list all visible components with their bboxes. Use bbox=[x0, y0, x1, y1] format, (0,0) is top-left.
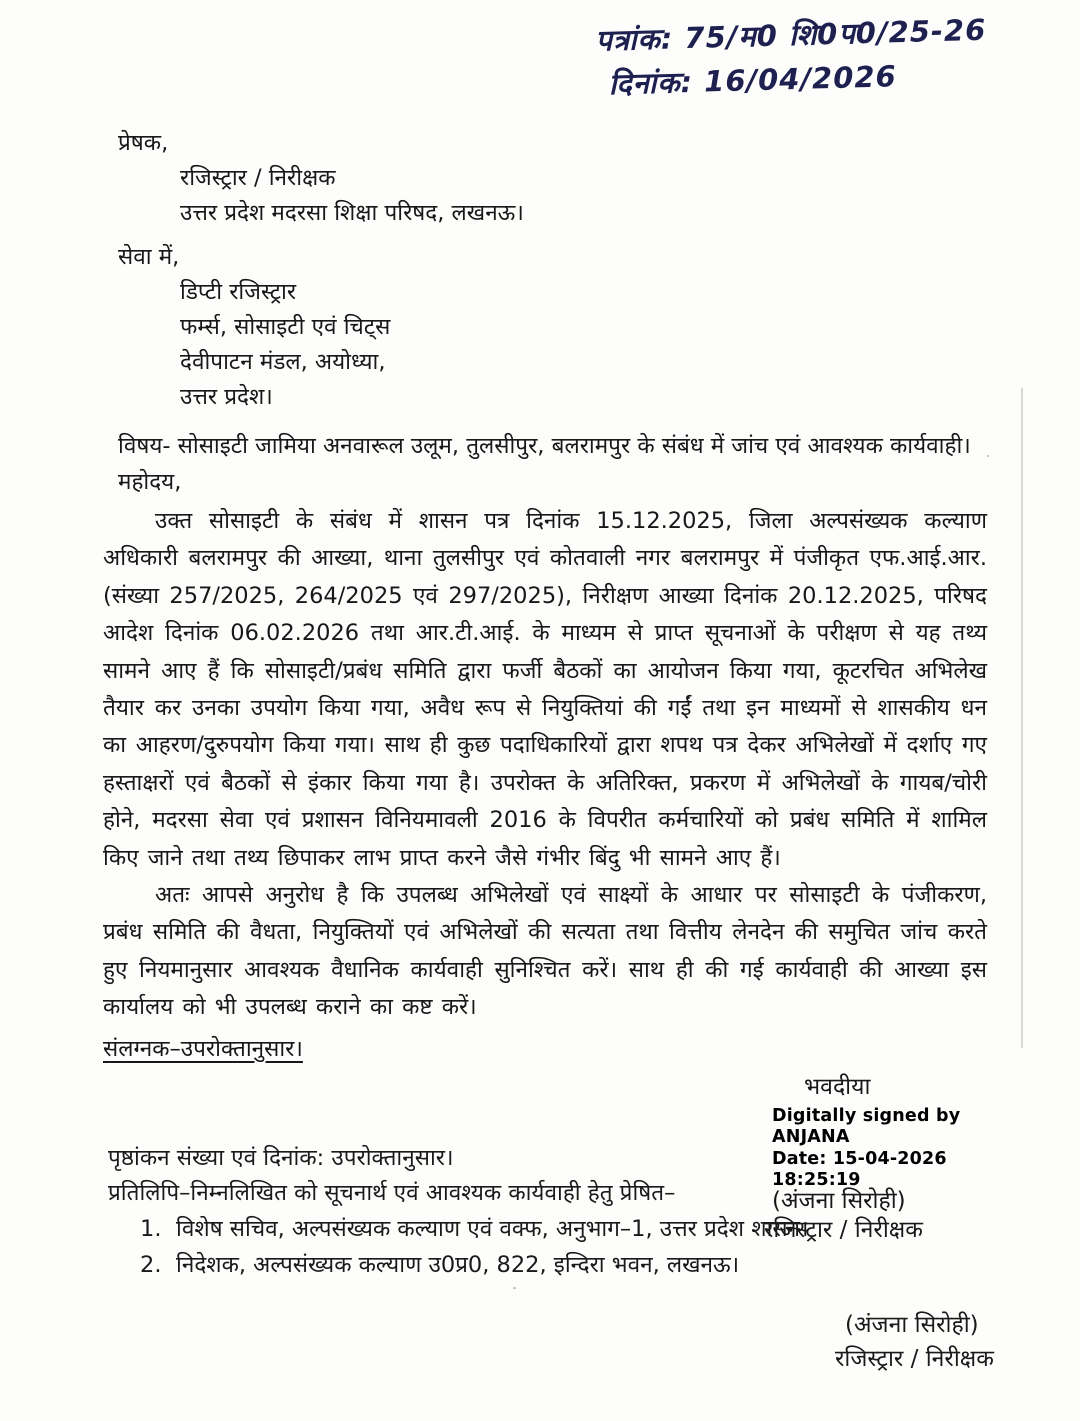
scan-speck bbox=[357, 562, 360, 565]
copy-item-1-text: विशेष सचिव, अल्पसंख्यक कल्याण एवं वक्फ, अनुभाग–1, उत्तर प्रदेश शासन। bbox=[176, 1216, 809, 1242]
bottom-signature-block bbox=[835, 1310, 994, 1375]
copy-item-2-number: 2. bbox=[140, 1252, 162, 1278]
scan-speck bbox=[513, 1287, 516, 1289]
closing-word: भवदीया bbox=[804, 1073, 871, 1100]
recipient-division: देवीपाटन मंडल, अयोध्या, bbox=[180, 349, 386, 375]
handwritten-ref-block bbox=[595, 5, 1067, 106]
recipient-state: उत्तर प्रदेश। bbox=[180, 384, 273, 410]
enclosure-line: संलग्नक–उपरोक्तानुसार। bbox=[103, 1035, 303, 1062]
bottom-signatory-designation: रजिस्ट्रार / निरीक्षक bbox=[835, 1346, 994, 1372]
scan-speck bbox=[987, 455, 989, 457]
signatory-name: (अंजना सिरोही) bbox=[772, 1187, 906, 1214]
digital-signature-line1: Digitally signed by bbox=[772, 1105, 961, 1126]
endorsement-block bbox=[108, 1141, 988, 1283]
bottom-signatory-name: (अंजना सिरोही) bbox=[845, 1312, 979, 1338]
paragraph-2: अतः आपसे अनुरोध है कि उपलब्ध अभिलेखों एवं साक्ष्यों के आधार पर सोसाइटी के पंजीकरण, प्रबंध समिति की वैधता, नियुक्तियों एवं अभिलेखों की सत्यता तथा वित्तीय लेनदेन की समुचित जांच करते हुए नियमानुसार आवश्यक वैधानिक कार्यवाही सुनिश्चित करें। साथ ही की गई कार्यवाही की आख्या इस कार्यालय को भी उपलब्ध कराने का कष्ट करें। bbox=[103, 882, 987, 1021]
salutation: महोदय, bbox=[118, 469, 182, 495]
subject-line: विषय- सोसाइटी जामिया अनवारूल उलूम, तुलसीपुर, बलरामपुर के संबंध में जांच एवं आवश्यक कार्यवाही। bbox=[118, 433, 971, 459]
digital-signature-line3: Date: 15-04-2026 bbox=[772, 1148, 947, 1169]
digital-signature-line2: ANJANA bbox=[772, 1127, 850, 1148]
copy-forwarded-line: प्रतिलिपि–निम्नलिखित को सूचनार्थ एवं आवश्यक कार्यवाही हेतु प्रेषित– bbox=[108, 1180, 676, 1206]
recipient-designation: डिप्टी रजिस्ट्रार bbox=[180, 279, 297, 305]
endorsement-number-line: पृष्ठांकन संख्या एवं दिनांक: उपरोक्तानुसार। bbox=[108, 1145, 454, 1171]
digital-signature-line4: 18:25:19 bbox=[772, 1170, 861, 1191]
sender-designation: रजिस्ट्रार / निरीक्षक bbox=[180, 165, 336, 191]
handwritten-ref-number: पत्रांक: 75/म0 शि0प0/25-26 bbox=[595, 12, 987, 58]
scan-edge-artifact bbox=[1021, 388, 1023, 1048]
recipient-block bbox=[103, 240, 987, 415]
sender-organization: उत्तर प्रदेश मदरसा शिक्षा परिषद, लखनऊ। bbox=[180, 200, 524, 226]
copy-item-1-number: 1. bbox=[140, 1216, 162, 1242]
sender-label: प्रेषक, bbox=[118, 130, 169, 156]
recipient-label: सेवा में, bbox=[118, 244, 180, 270]
handwritten-ref-date: दिनांक: 16/04/2026 bbox=[608, 59, 898, 102]
recipient-department: फर्म्स, सोसाइटी एवं चिट्स bbox=[180, 314, 391, 340]
copy-item-1 bbox=[140, 1211, 988, 1247]
signatory-designation: रजिस्ट्रार / निरीक्षक bbox=[764, 1216, 923, 1243]
paragraph-1: उक्त सोसाइटी के संबंध में शासन पत्र दिनांक 15.12.2025, जिला अल्पसंख्यक कल्याण अधिकारी बलरामपुर की आख्या, थाना तुलसीपुर एवं कोतवाली नगर बलरामपुर में पंजीकृत एफ.आई.आर. (संख्या 257/2025, 264/2025 एवं 297/2025), निरीक्षण आख्या दिनांक 20.12.2025, परिषद आदेश दिनांक 06.02.2026 तथा आर.टी.आई. के माध्यम से प्राप्त सूचनाओं के परीक्षण से यह तथ्य सामने आए हैं कि सोसाइटी/प्रबंध समिति द्वारा फर्जी बैठकों का आयोजन किया गया, कूटरचित अभिलेख तैयार कर उनका उपयोग किया गया, अवैध रूप से नियुक्तियां की गईं तथा इन माध्यमों से शासकीय धन का आहरण/दुरुपयोग किया गया। साथ ही कुछ पदाधिकारियों द्वारा शपथ पत्र देकर अभिलेखों में दर्शाए गए हस्ताक्षरों एवं बैठकों से इंकार किया गया है। उपरोक्त के अतिरिक्त, प्रकरण में अभिलेखों के गायब/चोरी होने, मदरसा सेवा एवं प्रशासन विनियमावली 2016 के विपरीत कर्मचारियों को प्रबंध समिति में शामिल किए जाने तथा तथ्य छिपाकर लाभ प्राप्त करने जैसे गंभीर बिंदु भी सामने आए हैं। bbox=[103, 508, 987, 871]
sender-block bbox=[103, 126, 987, 231]
copy-item-2 bbox=[140, 1247, 988, 1283]
copy-item-2-text: निदेशक, अल्पसंख्यक कल्याण उ0प्र0, 822, इन्दिरा भवन, लखनऊ। bbox=[176, 1252, 740, 1278]
letter-body bbox=[103, 126, 987, 1245]
